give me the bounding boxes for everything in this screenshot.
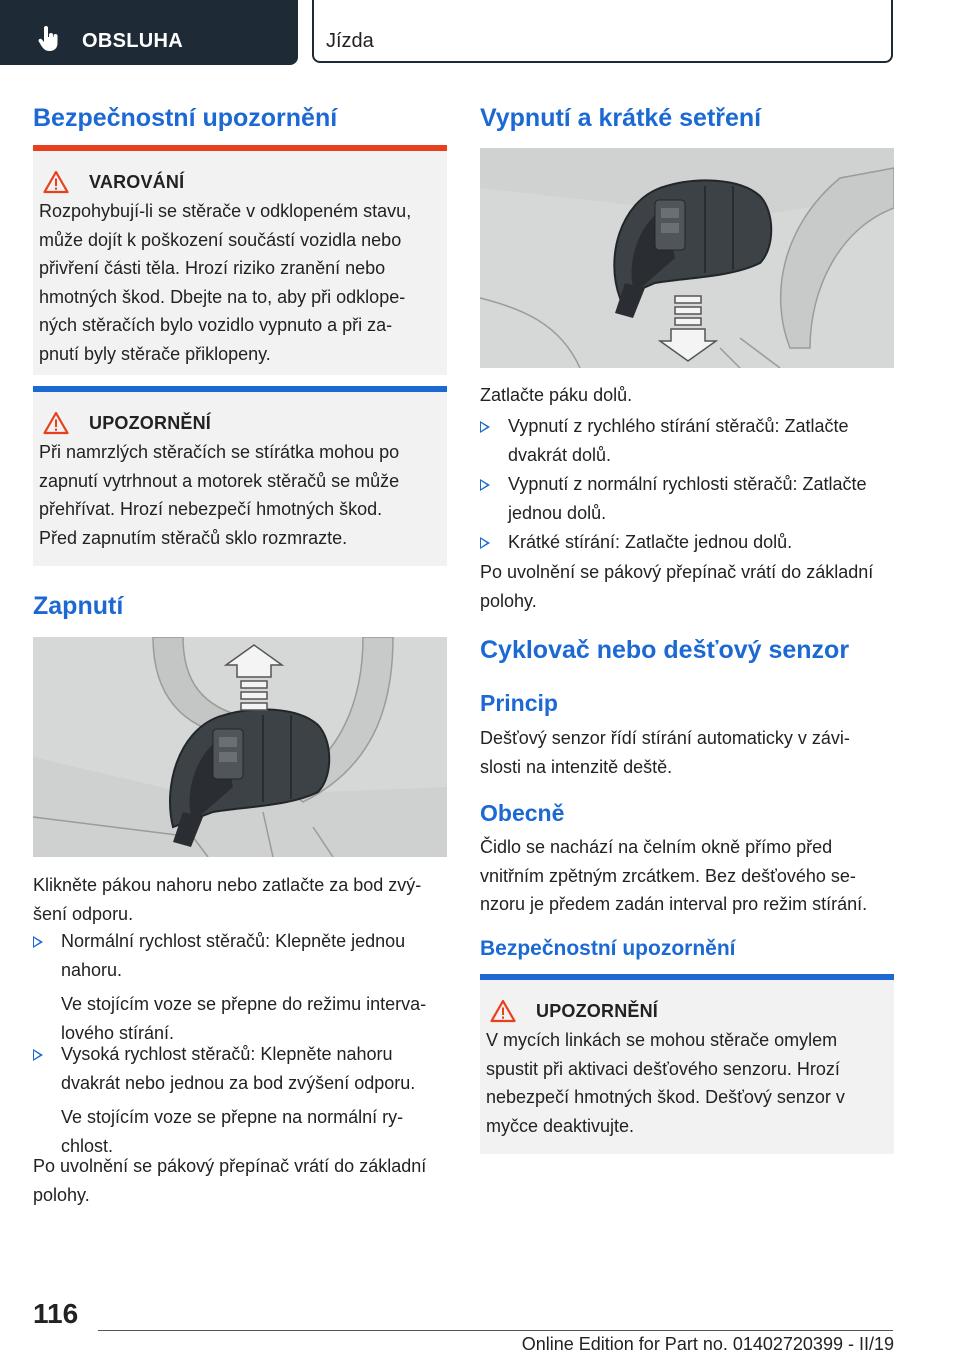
section-title-off: Vypnutí a krátké setření [480,104,762,132]
warning-triangle-icon [43,170,69,194]
bullet-triangle-icon [33,936,43,948]
off-outro-line: polohy. [480,590,537,611]
principle-line: Dešťový senzor řídí stírání automaticky v závi- [480,728,850,748]
notice-line: spustit při aktivaci dešťového senzoru. Hrozí [486,1058,840,1079]
off-intro: Zatlačte páku dolů. [480,385,633,405]
bullet-line: Vysoká rychlost stěračů: Klepněte nahoru [61,1044,393,1064]
subsection-title-safety: Bezpečnostní upozornění [480,937,736,960]
off-outro [480,558,894,615]
bullet-subline: chlost. [61,1135,114,1156]
warning-line: Rozpohybují-li se stěrače v odklopeném stavu, [39,201,412,221]
bullet-line: dvakrát dolů. [508,444,612,465]
warning-line: přivření části těla. Hrozí riziko zranění nebo [39,258,386,278]
notice-title: UPOZORNĚNÍ [89,412,212,433]
caution-triangle-icon [43,411,69,435]
subsection-title-general: Obecně [480,800,565,826]
bullet-subline: Ve stojícím voze se přepne do režimu interva- [61,994,427,1014]
notice-title: UPOZORNĚNÍ [536,1000,659,1021]
notice-box [33,386,447,566]
section-title-on: Zapnutí [33,592,124,620]
warning-line: hmotných škod. Dbejte na to, aby při odklope- [39,286,406,307]
off-bullet-short [480,528,894,558]
footer-divider [98,1330,893,1331]
bullet-line: Normální rychlost stěračů: Klepněte jednou [61,931,406,951]
principle-line: slosti na intenzitě deště. [480,756,673,777]
bullet-triangle-icon [480,479,490,491]
warning-line: ných stěračích bylo vozidlo vypnuto a při za- [39,315,393,335]
hand-pointer-icon [38,26,60,52]
notice-text [39,438,441,552]
notice-bar [33,386,447,392]
warning-text [39,197,441,368]
page-number: 116 [33,1298,79,1329]
bullet-line: jednou dolů. [508,502,607,523]
notice-line: Před zapnutím stěračů sklo rozmrazte. [39,527,348,548]
principle-text [480,724,894,781]
bullet-subline: lového stírání. [61,1022,175,1043]
subsection-title-principle: Princip [480,690,558,716]
wiper-lever-down-illustration [480,148,894,368]
bullet-triangle-icon [33,1049,43,1061]
bullet-line: dvakrát nebo jednou za bod zvýšení odporu. [61,1072,416,1093]
general-line: vnitřním zpětným zrcátkem. Bez dešťového se- [480,865,856,886]
section-label: OBSLUHA [82,30,183,52]
notice-line: Při namrzlých stěračích se stírátka mohou po [39,442,400,462]
notice-line: zapnutí vytrhnout a motorek stěračů se může [39,470,400,491]
section-title-safety: Bezpečnostní upozornění [33,104,338,132]
notice-text [486,1026,888,1140]
bullet-triangle-icon [480,421,490,433]
edition-note: Online Edition for Part no. 01402720399 - II/19 [521,1334,894,1354]
general-line: nzoru je předem zadán interval pro režim stírání. [480,894,868,914]
on-intro [33,871,447,928]
section-tab[interactable] [0,0,298,65]
warning-bar [33,145,447,151]
on-outro-line: Po uvolnění se pákový přepínač vrátí do základní [33,1156,427,1176]
notice-box-2 [480,974,894,1154]
caution-triangle-icon [490,999,516,1023]
chapter-tab[interactable] [312,0,893,63]
section-title-sensor: Cyklovač nebo dešťový senzor [480,636,850,664]
warning-title: VAROVÁNÍ [89,171,185,192]
bullet-line: Vypnutí z normální rychlosti stěračů: Zatlačte [508,474,867,494]
on-outro-line: polohy. [33,1184,90,1205]
chapter-label: Jízda [326,30,374,52]
on-bullet-fast [33,1040,447,1156]
bullet-line: Krátké stírání: Zatlačte jednou dolů. [508,532,793,552]
wiper-lever-up-illustration [33,637,447,857]
off-bullet-fast [480,412,894,472]
off-outro-line: Po uvolnění se pákový přepínač vrátí do základní [480,562,874,582]
warning-box [33,145,447,375]
notice-line: myčce deaktivujte. [486,1115,635,1136]
on-intro-line: Klikněte pákou nahoru nebo zatlačte za bod zvý- [33,875,422,895]
warning-line: pnutí byly stěrače přiklopeny. [39,343,271,364]
bullet-line: nahoru. [61,959,123,980]
on-bullet-normal [33,927,447,1043]
warning-line: může dojít k poškození součástí vozidla nebo [39,229,402,250]
general-line: Čidlo se nachází na čelním okně přímo před [480,837,833,857]
general-text [480,833,894,919]
notice-bar [480,974,894,980]
on-outro [33,1152,447,1209]
notice-line: nebezpečí hmotných škod. Dešťový senzor v [486,1087,845,1107]
bullet-subline: Ve stojícím voze se přepne na normální ry- [61,1107,404,1127]
notice-line: přehřívat. Hrozí nebezpečí hmotných škod. [39,499,383,519]
off-bullet-normal [480,470,894,530]
bullet-line: Vypnutí z rychlého stírání stěračů: Zatlačte [508,416,849,436]
on-intro-line: šení odporu. [33,903,134,924]
notice-line: V mycích linkách se mohou stěrače omylem [486,1030,838,1050]
bullet-triangle-icon [480,537,490,549]
